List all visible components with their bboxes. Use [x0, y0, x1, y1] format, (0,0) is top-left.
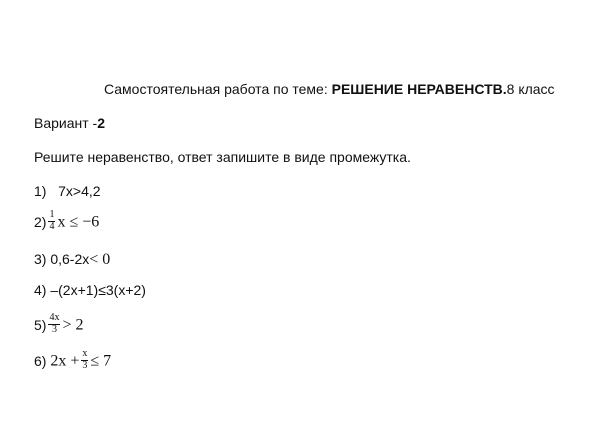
- fraction: [48, 313, 60, 335]
- instruction-text: Решите неравенство, ответ запишите в виде промежутка.: [34, 149, 411, 165]
- title-topic: РЕШЕНИЕ НЕРАВЕНСТВ.: [331, 81, 507, 97]
- worksheet-title: [104, 82, 555, 96]
- task-3: [34, 252, 110, 268]
- task-expression: –(2x+1)≤3(x+2): [50, 282, 146, 298]
- task-6: [34, 348, 112, 373]
- task-expression: 7x>4,2: [58, 183, 101, 199]
- task-number: 4): [34, 282, 47, 298]
- task-expression: x ≤ −6: [57, 213, 100, 231]
- fraction: [81, 349, 88, 371]
- task-expression-lead: 0,6-2x: [50, 251, 90, 267]
- fraction-numerator: 1: [49, 209, 55, 220]
- task-5: [34, 312, 84, 337]
- task-2: [34, 209, 100, 234]
- task-number: 3): [34, 251, 47, 267]
- task-expression: < 0: [89, 251, 111, 268]
- variant-label: Вариант -: [34, 115, 98, 131]
- title-prefix: Самостоятельная работа по теме:: [104, 81, 332, 97]
- task-number: 5): [34, 316, 47, 333]
- fraction-denominator: 4: [49, 220, 55, 232]
- fraction: [48, 210, 55, 232]
- task-1: [34, 184, 101, 198]
- title-grade: 8 класс: [506, 81, 555, 97]
- task-4: [34, 283, 146, 297]
- task-expression: > 2: [62, 316, 84, 334]
- task-number: 6): [34, 352, 47, 369]
- fraction-denominator: 3: [82, 359, 88, 371]
- variant-heading: [34, 116, 105, 130]
- variant-number: 2: [97, 115, 106, 131]
- task-number: 1): [34, 183, 47, 199]
- fraction-numerator: 4x: [49, 312, 60, 323]
- fraction-denominator: 3: [51, 323, 57, 335]
- fraction-numerator: x: [82, 348, 88, 359]
- task-expression-lead: 2x +: [50, 352, 80, 370]
- task-number: 2): [34, 213, 47, 230]
- task-expression: ≤ 7: [90, 352, 112, 370]
